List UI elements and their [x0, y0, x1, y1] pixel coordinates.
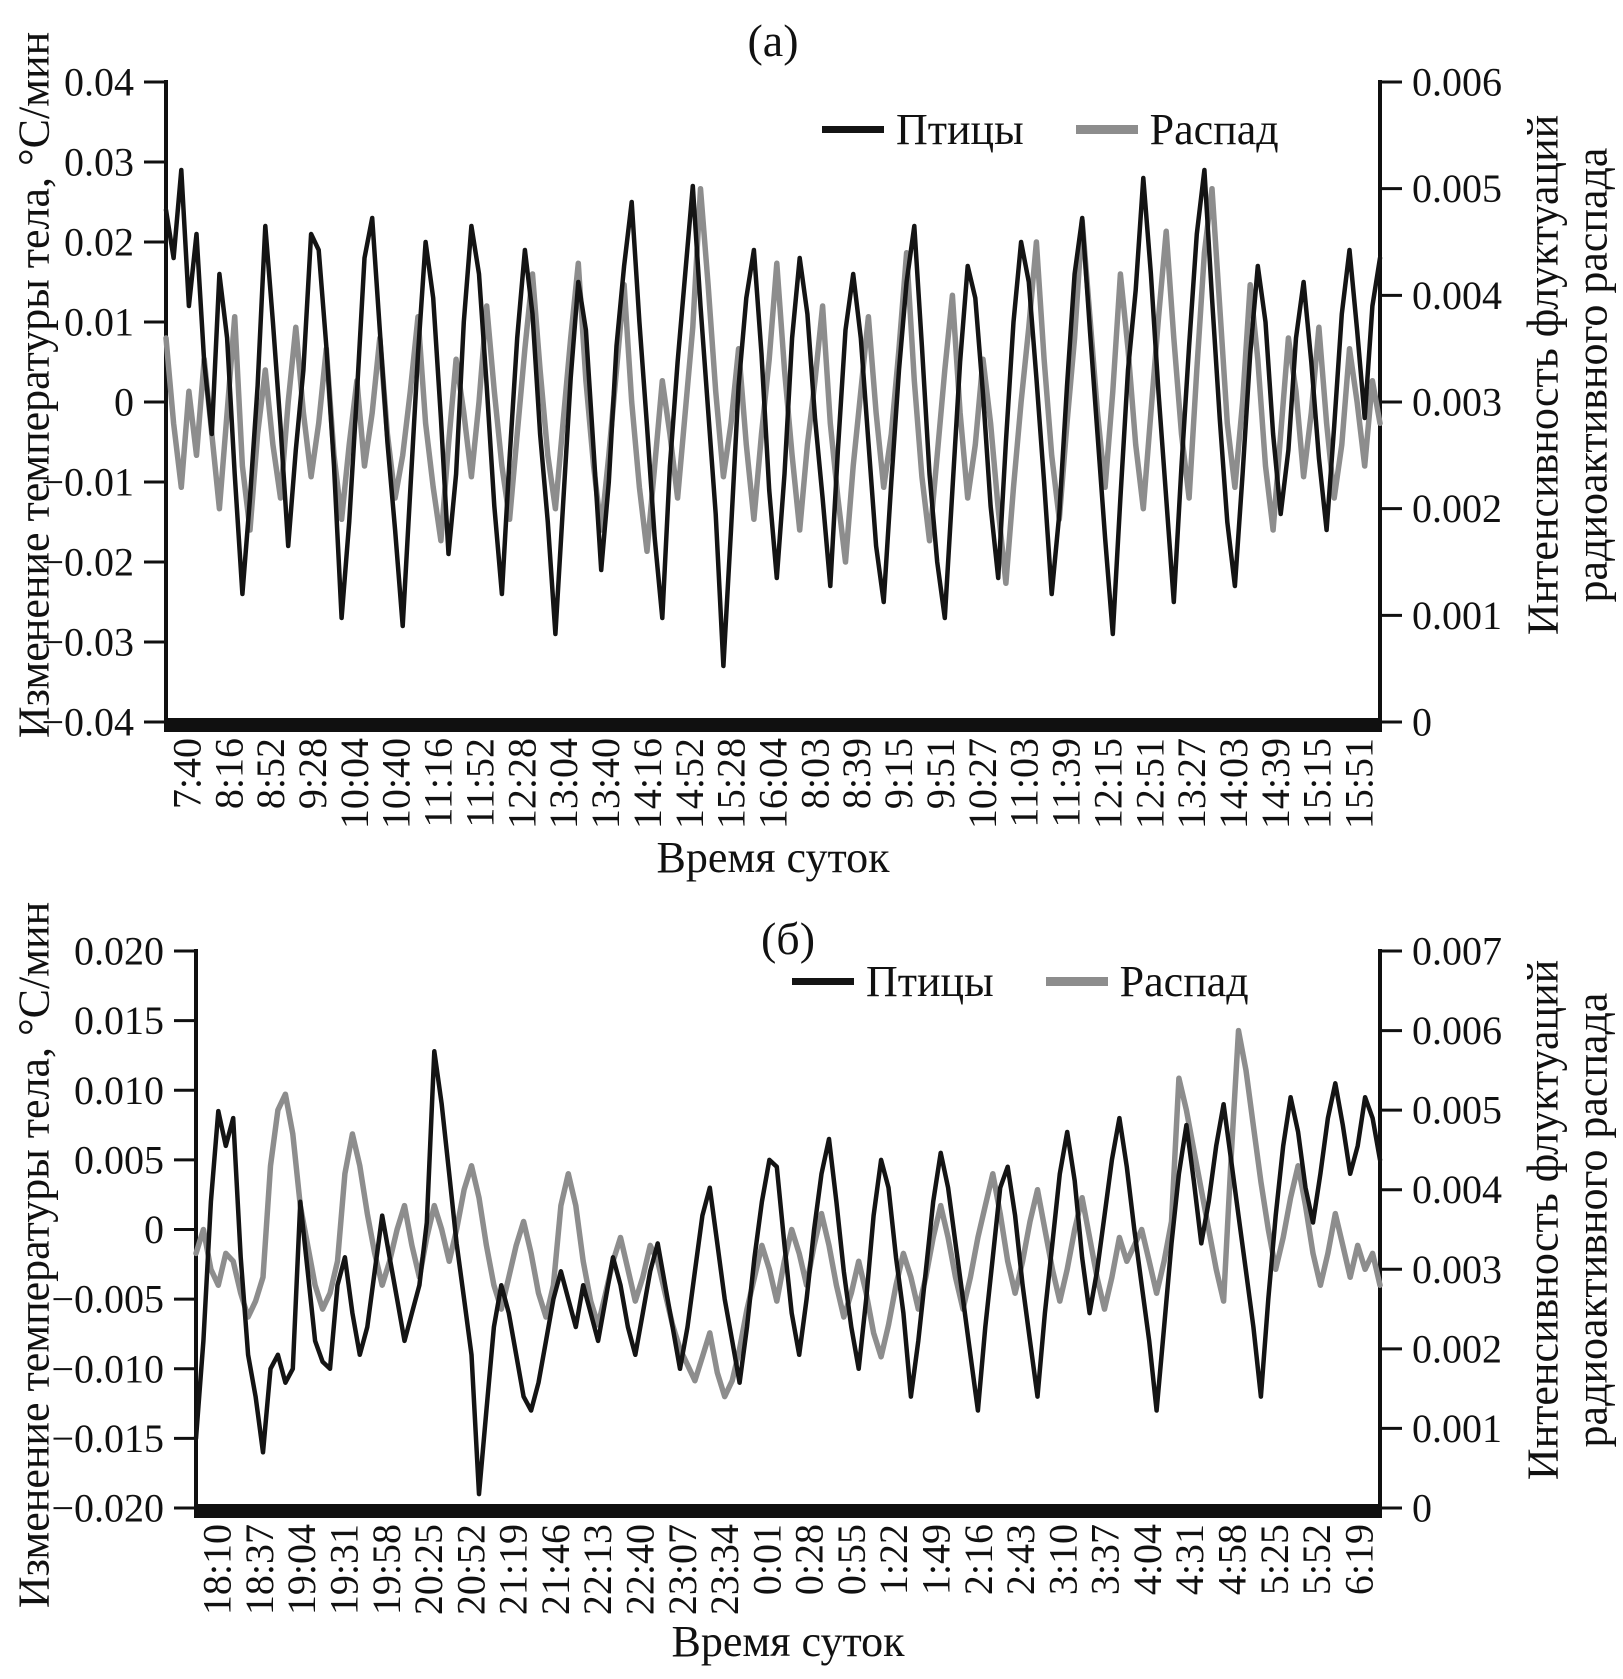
x-tick-label: 19:04	[279, 1524, 325, 1616]
right-tick-label: 0.001	[1412, 1405, 1502, 1451]
x-tick-label: 12:15	[1085, 738, 1131, 830]
x-tick-label: 20:52	[448, 1524, 494, 1616]
series-birds	[196, 1051, 1380, 1494]
x-tick-label: 15:28	[708, 738, 754, 830]
x-tick-label: 12:28	[499, 738, 545, 830]
x-tick-label: 10:04	[331, 738, 377, 830]
x-tick-label: 2:16	[955, 1524, 1001, 1596]
x-tick-label: 23:07	[659, 1524, 705, 1616]
x-tick-label: 1:22	[871, 1524, 917, 1596]
left-tick-label: −0.02	[41, 539, 134, 585]
x-tick-label: 5:52	[1294, 1524, 1340, 1596]
x-tick-label: 16:04	[750, 738, 796, 830]
x-tick-label: 10:27	[959, 738, 1005, 830]
right-tick-label: 0.005	[1412, 166, 1502, 212]
x-tick-label: 20:25	[406, 1524, 452, 1616]
left-tick-label: 0.020	[74, 928, 164, 974]
x-tick-label: 4:31	[1167, 1524, 1213, 1596]
panel-a-left-axis-label: Изменение температуры тела, °C/мин	[9, 31, 59, 739]
panel-b-x-axis-title: Время суток	[671, 1617, 905, 1666]
x-tick-label: 15:15	[1294, 738, 1340, 830]
x-tick-label: 10:40	[373, 738, 419, 830]
x-tick-label: 4:04	[1124, 1524, 1170, 1596]
right-tick-label: 0.005	[1412, 1087, 1502, 1133]
series-decay	[196, 1031, 1380, 1397]
right-tick-label: 0.003	[1412, 1246, 1502, 1292]
series-birds	[166, 170, 1380, 666]
panel-a-title: (а)	[747, 15, 799, 66]
legend-label-decay: Распад	[1119, 957, 1249, 1006]
x-tick-label: 8:03	[792, 738, 838, 810]
x-tick-label: 11:52	[457, 738, 503, 828]
left-tick-label: 0.01	[64, 299, 134, 345]
panel-b-plot	[51, 928, 1502, 1616]
left-tick-label: 0.015	[74, 998, 164, 1044]
x-tick-label: 22:13	[575, 1524, 621, 1616]
right-tick-label: 0.001	[1412, 592, 1502, 638]
legend-label-birds: Птицы	[866, 957, 994, 1006]
left-tick-label: −0.005	[51, 1276, 164, 1322]
panel-a-right-axis-label	[1519, 115, 1618, 635]
x-tick-label: 3:37	[1082, 1524, 1128, 1596]
x-tick-label: 11:39	[1043, 738, 1089, 828]
left-tick-label: 0.010	[74, 1067, 164, 1113]
left-tick-label: −0.03	[41, 619, 134, 665]
right-tick-label: 0	[1412, 699, 1432, 745]
x-tick-label: 8:52	[248, 738, 294, 810]
left-tick-label: 0.005	[74, 1137, 164, 1183]
x-tick-label: 13:04	[541, 738, 587, 830]
x-tick-label: 11:16	[415, 738, 461, 828]
x-tick-label: 6:19	[1336, 1524, 1382, 1596]
left-tick-label: −0.01	[41, 459, 134, 505]
x-tick-label: 12:51	[1127, 738, 1173, 830]
x-tick-label: 21:46	[532, 1524, 578, 1616]
x-tick-label: 0:55	[828, 1524, 874, 1596]
x-tick-label: 3:10	[1040, 1524, 1086, 1596]
x-tick-label: 19:31	[321, 1524, 367, 1616]
right-axis-label-line2: радиоактивного распада	[1568, 147, 1617, 603]
left-tick-label: −0.020	[51, 1485, 164, 1531]
x-tick-label: 7:40	[164, 738, 210, 810]
panel-a-x-axis-title: Время суток	[656, 833, 890, 882]
x-tick-label: 11:03	[1001, 738, 1047, 828]
x-tick-label: 0:01	[744, 1524, 790, 1596]
panel-b-left-axis-label: Изменение температуры тела, °C/мин	[9, 901, 59, 1609]
left-tick-label: −0.015	[51, 1415, 164, 1461]
left-tick-label: 0	[144, 1207, 164, 1252]
right-axis-label-line1: Интенсивность флуктуаций	[1518, 959, 1568, 1481]
left-tick-label: 0	[114, 379, 134, 425]
x-tick-label: 14:52	[666, 738, 712, 830]
x-tick-label: 14:39	[1252, 738, 1298, 830]
right-tick-label: 0.004	[1412, 272, 1502, 318]
right-tick-label: 0.002	[1412, 486, 1502, 532]
left-tick-label: 0.04	[64, 59, 134, 105]
x-tick-label: 23:34	[702, 1524, 748, 1616]
right-tick-label: 0.003	[1412, 379, 1502, 425]
x-tick-label: 22:40	[617, 1524, 663, 1616]
panel-a-plot	[41, 59, 1502, 830]
panel-b-title: (б)	[760, 913, 816, 964]
x-tick-label: 9:15	[876, 738, 922, 810]
left-tick-label: 0.03	[64, 139, 134, 185]
right-tick-label: 0.006	[1412, 59, 1502, 105]
x-tick-label: 18:37	[236, 1524, 282, 1616]
x-tick-label: 0:28	[786, 1524, 832, 1596]
legend-label-birds: Птицы	[896, 105, 1024, 154]
left-tick-label: −0.010	[51, 1346, 164, 1392]
right-axis-label-line2: радиоактивного распада	[1568, 992, 1617, 1448]
x-tick-label: 14:03	[1211, 738, 1256, 830]
right-tick-label: 0.007	[1412, 928, 1502, 974]
x-tick-label: 5:25	[1251, 1524, 1297, 1596]
x-tick-label: 18:10	[194, 1524, 240, 1616]
x-tick-label: 19:58	[363, 1524, 409, 1616]
x-tick-label: 15:51	[1336, 738, 1382, 830]
left-tick-label: −0.04	[41, 699, 134, 745]
right-tick-label: 0.002	[1412, 1326, 1502, 1372]
x-tick-label: 1:49	[913, 1524, 959, 1596]
right-tick-label: 0.006	[1412, 1008, 1502, 1054]
left-tick-label: 0.02	[64, 219, 134, 265]
x-tick-label: 9:51	[917, 738, 963, 810]
x-tick-label: 2:43	[998, 1524, 1044, 1596]
x-tick-label: 8:39	[834, 738, 880, 810]
x-tick-label: 21:19	[490, 1524, 536, 1616]
x-tick-label: 14:16	[624, 738, 670, 830]
right-axis-label-line1: Интенсивность флуктуаций	[1518, 114, 1568, 636]
x-tick-label: 4:58	[1209, 1524, 1255, 1596]
right-tick-label: 0.004	[1412, 1167, 1502, 1213]
panel-b-right-axis-label	[1519, 960, 1618, 1480]
right-tick-label: 0	[1412, 1485, 1432, 1531]
x-axis-bar	[164, 718, 1382, 732]
x-axis-bar	[194, 1504, 1382, 1518]
x-tick-label: 8:16	[206, 738, 252, 810]
x-tick-label: 9:28	[290, 738, 335, 810]
x-tick-label: 13:40	[583, 738, 629, 830]
legend-label-decay: Распад	[1149, 105, 1279, 154]
x-tick-label: 13:27	[1169, 738, 1215, 830]
